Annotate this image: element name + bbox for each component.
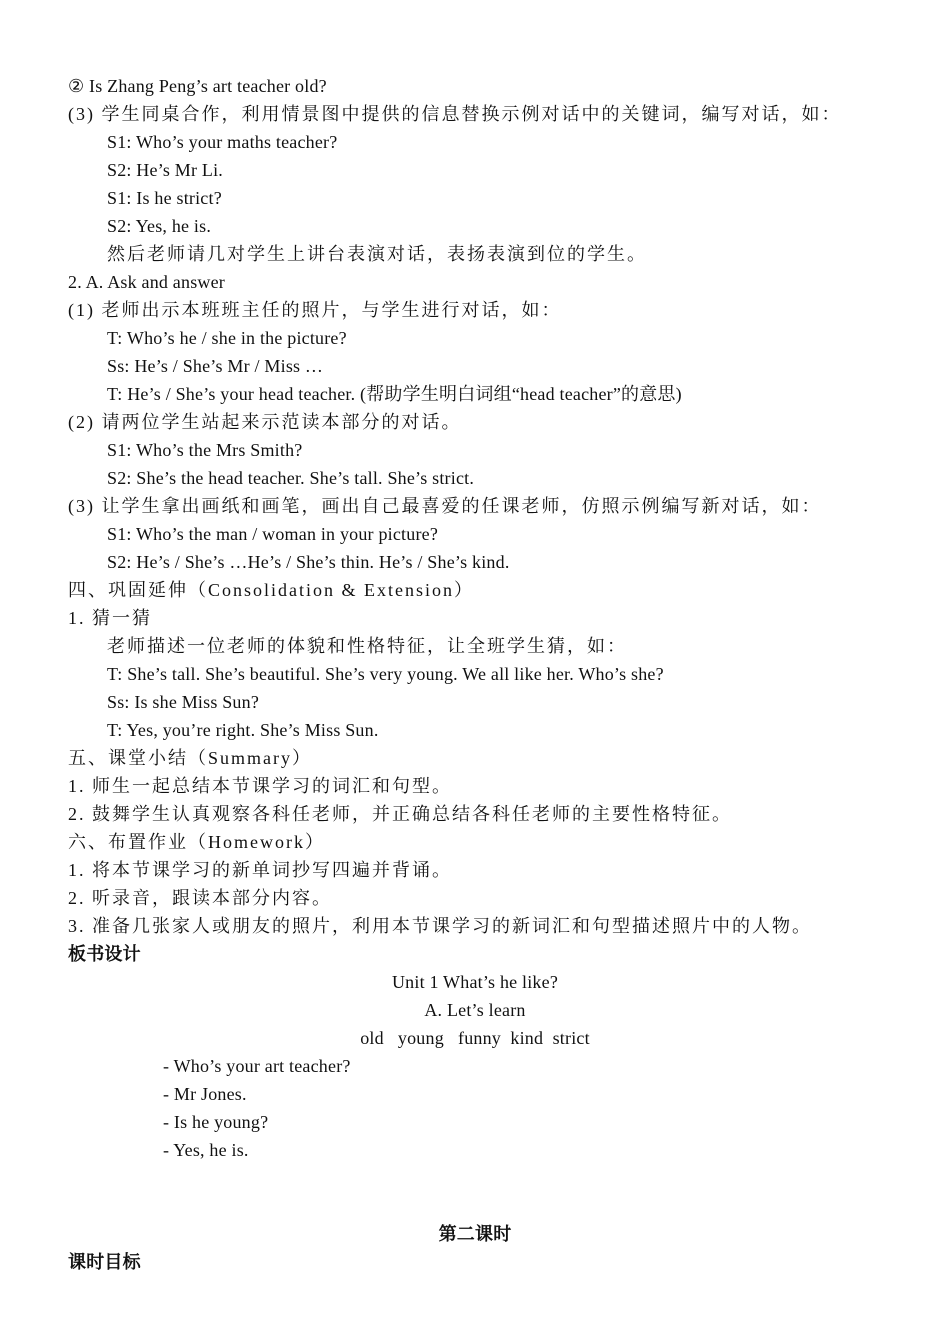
text-line: 1. 师生一起总结本节课学习的词汇和句型。 bbox=[68, 776, 452, 796]
board-dialogue-line: - Who’s your art teacher? bbox=[163, 1056, 351, 1076]
dialogue-line: S2: He’s / She’s …He’s / She’s thin. He’s / She’s kind. bbox=[107, 552, 510, 572]
text-line: ② Is Zhang Peng’s art teacher old? bbox=[68, 76, 327, 96]
board-dialogue-line: - Yes, he is. bbox=[163, 1140, 249, 1160]
text-line: 3. 准备几张家人或朋友的照片，利用本节课学习的新词汇和句型描述照片中的人物。 bbox=[68, 916, 812, 936]
dialogue-line: S1: Who’s the Mrs Smith? bbox=[107, 440, 303, 460]
board-title: Unit 1 What’s he like? bbox=[391, 972, 559, 992]
text-line: 2. 鼓舞学生认真观察各科任老师，并正确总结各科任老师的主要性格特征。 bbox=[68, 804, 732, 824]
section-heading: 2. A. Ask and answer bbox=[68, 272, 225, 292]
text-line: (1) 老师出示本班班主任的照片，与学生进行对话，如： bbox=[68, 300, 562, 320]
text-line: 然后老师请几对学生上讲台表演对话，表扬表演到位的学生。 bbox=[107, 244, 647, 264]
board-subtitle: A. Let’s learn bbox=[424, 1000, 526, 1020]
dialogue-line: S1: Who’s your maths teacher? bbox=[107, 132, 338, 152]
dialogue-line: S2: He’s Mr Li. bbox=[107, 160, 224, 180]
dialogue-line: T: He’s / She’s your head teacher. (帮助学生明白词组“head teacher”的意思) bbox=[107, 384, 682, 404]
board-dialogue-line: - Is he young? bbox=[163, 1112, 269, 1132]
dialogue-line: S1: Is he strict? bbox=[107, 188, 222, 208]
dialogue-line: T: She’s tall. She’s beautiful. She’s very young. We all like her. Who’s she? bbox=[107, 664, 664, 684]
lesson-heading: 第二课时 bbox=[438, 1224, 512, 1244]
text-line: (2) 请两位学生站起来示范读本部分的对话。 bbox=[68, 412, 462, 432]
text-line: 1. 猜一猜 bbox=[68, 608, 152, 628]
board-vocabulary: old young funny kind strict bbox=[360, 1028, 590, 1048]
dialogue-line: S1: Who’s the man / woman in your picture? bbox=[107, 524, 439, 544]
section-heading: 四、巩固延伸（Consolidation & Extension） bbox=[68, 580, 474, 600]
text-line: (3) 学生同桌合作，利用情景图中提供的信息替换示例对话中的关键词，编写对话，如： bbox=[68, 104, 842, 124]
dialogue-line: T: Who’s he / she in the picture? bbox=[107, 328, 347, 348]
dialogue-line: T: Yes, you’re right. She’s Miss Sun. bbox=[107, 720, 379, 740]
text-line: 2. 听录音，跟读本部分内容。 bbox=[68, 888, 332, 908]
text-line: 1. 将本节课学习的新单词抄写四遍并背诵。 bbox=[68, 860, 452, 880]
dialogue-line: Ss: He’s / She’s Mr / Miss … bbox=[107, 356, 324, 376]
section-heading: 五、课堂小结（Summary） bbox=[68, 748, 312, 768]
text-line: (3) 让学生拿出画纸和画笔，画出自己最喜爱的任课老师，仿照示例编写新对话，如： bbox=[68, 496, 822, 516]
dialogue-line: S2: Yes, he is. bbox=[107, 216, 212, 236]
lesson-objectives-heading: 课时目标 bbox=[68, 1252, 141, 1272]
text-line: 老师描述一位老师的体貌和性格特征，让全班学生猜，如： bbox=[107, 636, 627, 656]
dialogue-line: Ss: Is she Miss Sun? bbox=[107, 692, 260, 712]
dialogue-line: S2: She’s the head teacher. She’s tall. She’s strict. bbox=[107, 468, 475, 488]
section-heading: 六、布置作业（Homework） bbox=[68, 832, 325, 852]
board-dialogue-line: - Mr Jones. bbox=[163, 1084, 247, 1104]
board-design-heading: 板书设计 bbox=[68, 944, 141, 964]
